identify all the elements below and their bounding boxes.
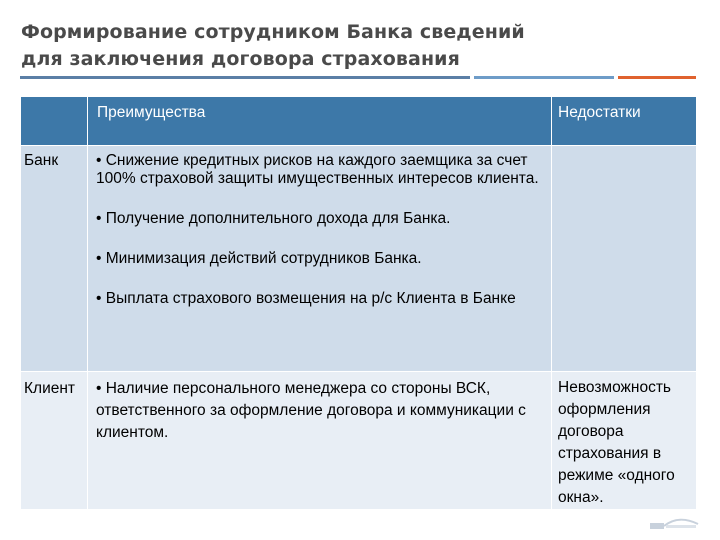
slide-title [21,19,661,73]
title-underline-left [20,76,470,79]
table-row [21,146,697,372]
disadvantage-text [552,146,696,151]
title-underline-accent [618,76,696,79]
row-label: Клиент [24,380,76,397]
advantage-item: • Минимизация действий сотрудников Банка. [96,250,422,267]
header-disadvantages [552,97,697,146]
slide-title-line1: Формирование сотрудником Банка сведений [21,21,525,43]
vsk-logo-icon [648,514,700,532]
header-empty-cell [21,97,88,146]
disadvantages-cell [552,372,697,510]
comparison-table [20,96,697,510]
advantage-item: • Получение дополнительного дохода для Банка. [96,210,451,227]
title-underline-middle [474,76,614,79]
disadvantage-text: Невозможность оформления договора страхования в режиме «одного окна». [558,379,675,506]
header-advantages [88,97,552,146]
row-label-cell [21,146,88,372]
header-disadvantages-label: Недостатки [558,104,641,121]
row-label-cell [21,372,88,510]
table-row [21,372,697,510]
disadvantages-cell [552,146,697,372]
advantage-item: • Наличие персонального менеджера со стороны ВСК, ответственного за оформление договора и коммуникации с клиентом. [96,380,526,441]
advantage-item: • Снижение кредитных рисков на каждого заемщика за счет 100% страховой защиты имущественных интересов клиента. [96,152,539,187]
advantages-cell [88,146,552,372]
advantage-item: • Выплата страхового возмещения на р/с Клиента в Банке [96,290,516,307]
slide-title-line2: для заключения договора страхования [21,48,460,70]
advantages-cell [88,372,552,510]
header-advantages-label: Преимущества [97,104,206,121]
table-header-row [21,97,697,146]
row-label: Банк [24,152,59,169]
